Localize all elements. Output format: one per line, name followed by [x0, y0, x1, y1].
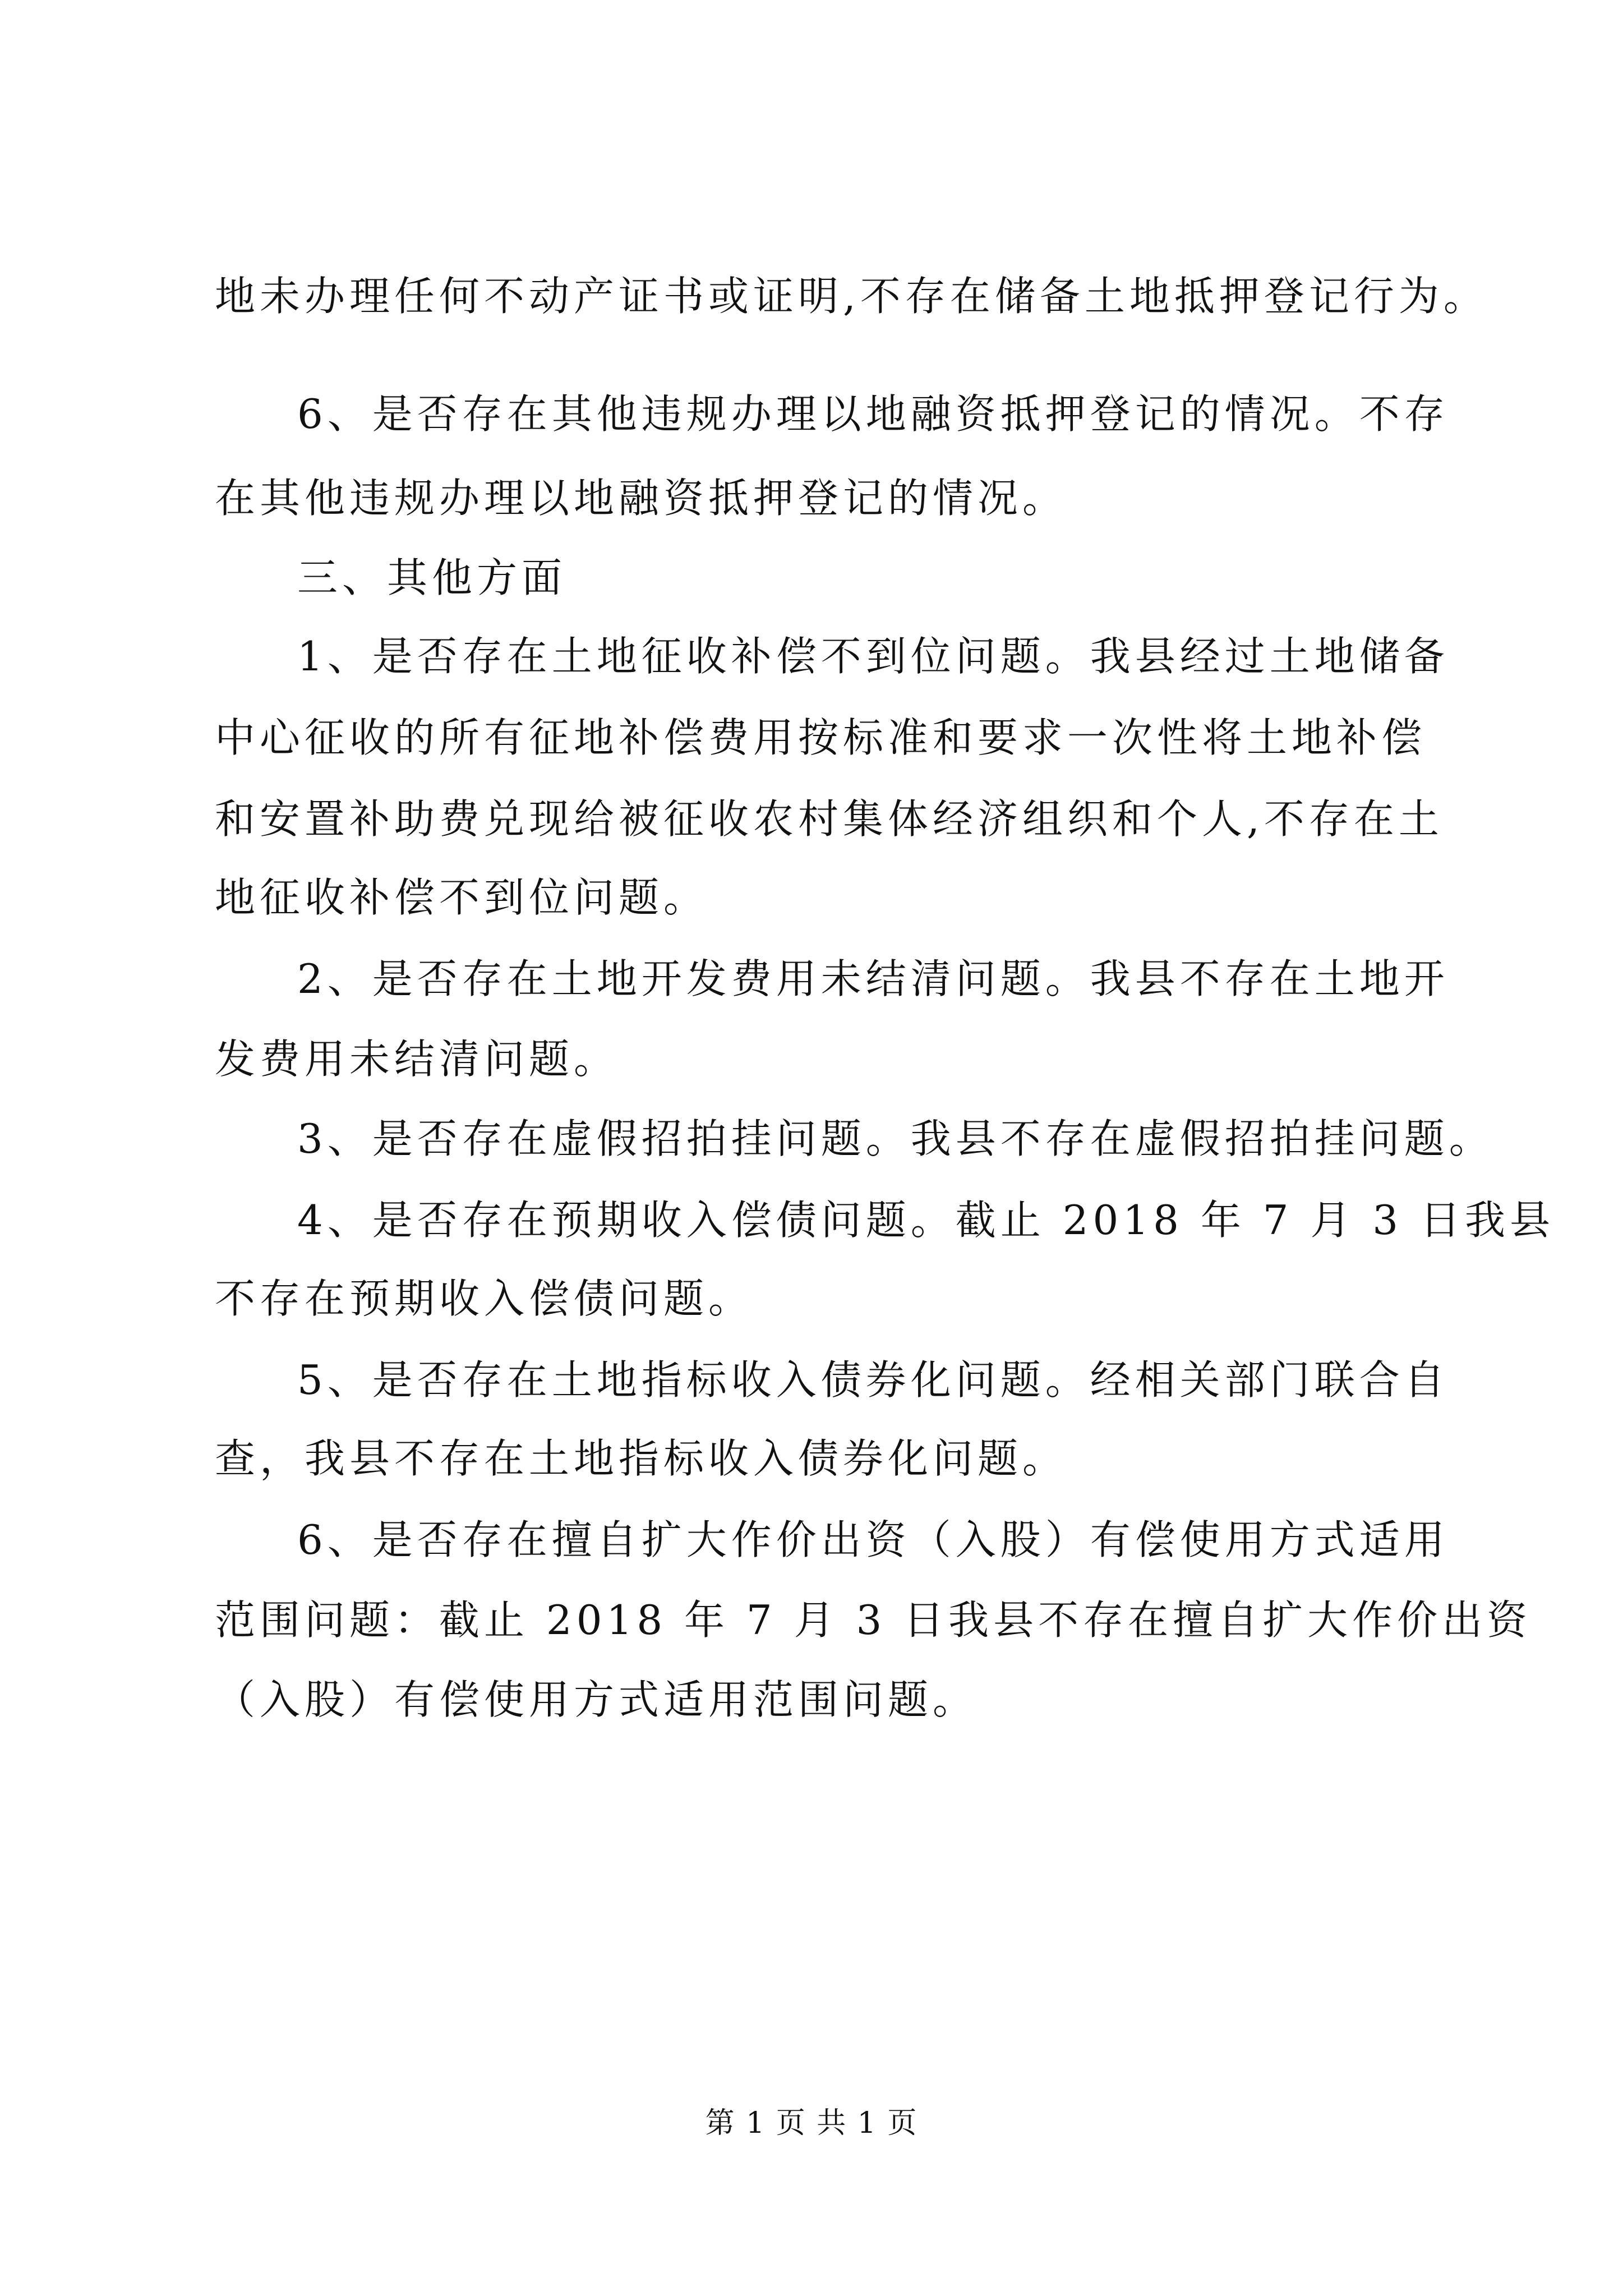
paragraph-line: （入股）有偿使用方式适用范围问题。: [215, 1676, 978, 1723]
paragraph-line: 发费用未结清问题。: [215, 1036, 619, 1083]
page-number-footer: 第 1 页 共 1 页: [705, 2106, 918, 2140]
paragraph-line: 2、是否存在土地开发费用未结清问题。我县不存在土地开: [297, 955, 1449, 1002]
paragraph-line: 3、是否存在虚假招拍挂问题。我县不存在虚假招拍挂问题。: [297, 1115, 1494, 1162]
paragraph-line: 地未办理任何不动产证书或证明,不存在储备土地抵押登记行为。: [215, 273, 1488, 320]
paragraph-line: 在其他违规办理以地融资抵押登记的情况。: [215, 475, 1068, 522]
paragraph-line: 地征收补偿不到位问题。: [215, 874, 709, 921]
paragraph-line: 4、是否存在预期收入偿债问题。截止 2018 年 7 月 3 日我县: [297, 1197, 1555, 1244]
section-heading: 三、其他方面: [297, 554, 567, 601]
paragraph-line: 1、是否存在土地征收补偿不到位问题。我县经过土地储备: [297, 633, 1449, 680]
paragraph-line: 和安置补助费兑现给被征收农村集体经济组织和个人,不存在土: [215, 795, 1444, 843]
paragraph-line: 查，我县不存在土地指标收入债券化问题。: [215, 1435, 1068, 1482]
paragraph-line: 5、是否存在土地指标收入债券化问题。经相关部门联合自: [297, 1356, 1449, 1404]
paragraph-line: 6、是否存在擅自扩大作价出资（入股）有偿使用方式适用: [297, 1516, 1449, 1563]
paragraph-line: 中心征收的所有征地补偿费用按标准和要求一次性将土地补偿: [215, 714, 1427, 761]
paragraph-line: 范围问题：截止 2018 年 7 月 3 日我县不存在擅自扩大作价出资: [215, 1596, 1532, 1644]
paragraph-line: 6、是否存在其他违规办理以地融资抵押登记的情况。不存: [297, 390, 1449, 438]
paragraph-line: 不存在预期收入偿债问题。: [215, 1275, 754, 1322]
